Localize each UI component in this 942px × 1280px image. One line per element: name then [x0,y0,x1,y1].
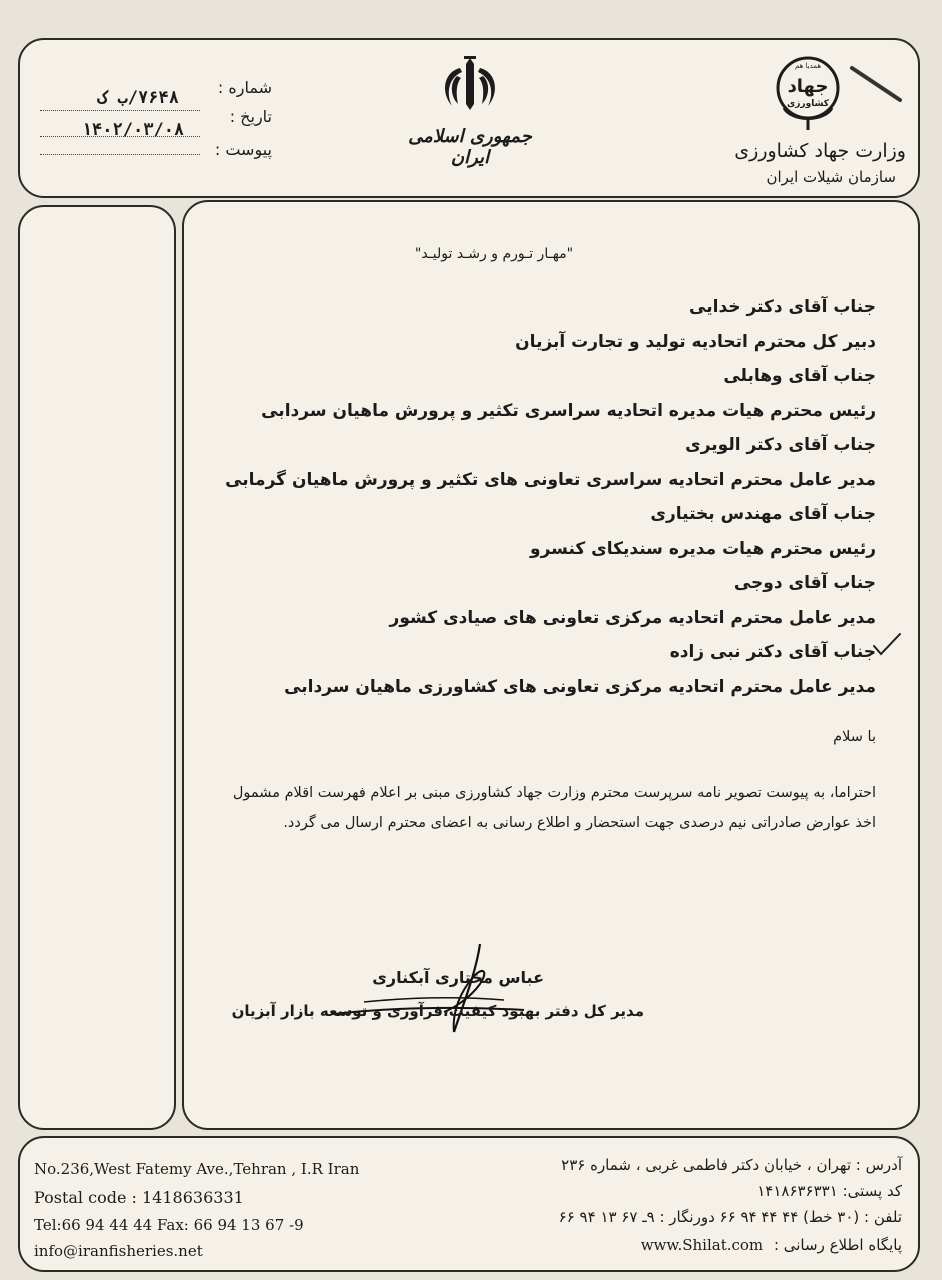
body-paragraph [204,778,876,838]
emblem-caption: جمهوری اسلامی ایران [408,126,532,168]
body-line-1: احتراما، به پیوست تصویر نامه سرپرست محترم وزارت جهاد کشاورزی مبنی بر اعلام فهرست اقلام مشمول [232,785,876,801]
letter-body [182,200,920,1130]
recipient-line: جناب آقای مهندس بختیاری [650,504,876,524]
recipient-line: جناب آقای دکتر الویری [685,435,876,455]
iran-emblem-icon [430,54,510,116]
recipient-line: مدیر عامل محترم اتحادیه مرکزی تعاونی های صیادی کشور [389,607,876,628]
recipient-line: جناب آقای دوجی [733,573,876,593]
attachment-line [40,154,200,155]
body-line-2: اخذ عوارض صادراتی نیم درصدی جهت استحضار و اطلاع رسانی به اعضای محترم ارسال می گردد. [283,815,876,831]
phone-fax-en: Tel:66 94 44 44 Fax: 66 94 13 67 -9 [34,1216,304,1234]
number-line [40,110,200,111]
number-label: شماره : [217,78,272,97]
recipient-line: جناب آقای دکتر خدایی [689,297,876,317]
address-en: No.236,West Fatemy Ave.,Tehran , I.R Iran [34,1160,360,1178]
logo-sub-text: کشاورزی [787,99,829,109]
recipient-line: جناب آقای وهابلی [723,366,876,386]
organization-name: سازمان شیلات ایران [766,168,896,186]
margin-box [18,205,176,1130]
website-link[interactable]: www.Shilat.com [640,1236,764,1254]
website-label: پایگاه اطلاع رسانی : [773,1236,902,1254]
postal-code-fa: کد پستی: ۱۴۱۸۶۳۶۳۳۱ [757,1182,902,1200]
signature-scribble [304,932,534,1042]
logo-top-text: همدیا هم [794,62,822,70]
letterhead-footer [18,1136,920,1272]
motto: "مهـار تـورم و رشـد تولیـد" [414,246,574,262]
letter-number: ۷۶۴۸/ب ک [97,88,179,108]
checkmark-icon [872,632,902,658]
date-label: تاریخ : [229,107,272,126]
phone-fax-fa: تلفن : (۳۰ خط) ۴۴ ۴۴ ۹۴ ۶۶ دورنگار : ۹ـ ۶۷ ۱۳ ۹۴ ۶۶ [558,1208,902,1226]
recipient-line: جناب آقای دکتر نبی زاده [669,642,876,662]
greeting: با سلام [833,729,876,745]
recipient-list [204,290,876,704]
signer-name: عباس مختاری آبکناری [372,968,544,987]
recipient-line: مدیر عامل محترم اتحادیه مرکزی تعاونی های کشاورزی ماهیان سردابی [284,676,876,697]
ministry-name: وزارت جهاد کشاورزی [734,140,906,162]
pen-mark-icon [848,60,908,110]
website-row [580,1236,902,1254]
signer-title: مدیر کل دفتر بهبود کیفیت،فرآوری و توسعه بازار آبزیان [231,1002,644,1020]
letterhead-header [18,38,920,198]
recipient-line: رئیس محترم هیات مدیره سندیکای کنسرو [530,538,876,559]
letter-date: ۱۴۰۲/۰۳/۰۸ [81,120,185,140]
jihad-agriculture-logo-icon [772,50,844,132]
email-link[interactable]: info@iranfisheries.net [34,1242,203,1260]
logo-main-text: جهاد [787,76,829,97]
address-fa: آدرس : تهران ، خیابان دکتر فاطمی غربی ، شماره ۲۳۶ [561,1156,902,1174]
recipient-line: مدیر عامل محترم اتحادیه سراسری تعاونی های تکثیر و پرورش ماهیان گرمابی [225,469,876,490]
postal-code-en: Postal code : 1418636331 [34,1188,244,1207]
attachment-label: پیوست : [214,140,272,159]
recipient-line: دبیر کل محترم اتحادیه تولید و تجارت آبزیان [515,331,876,352]
date-line [40,136,200,137]
recipient-line: رئیس محترم هیات مدیره اتحادیه سراسری تکثیر و پرورش ماهیان سردابی [261,400,876,421]
